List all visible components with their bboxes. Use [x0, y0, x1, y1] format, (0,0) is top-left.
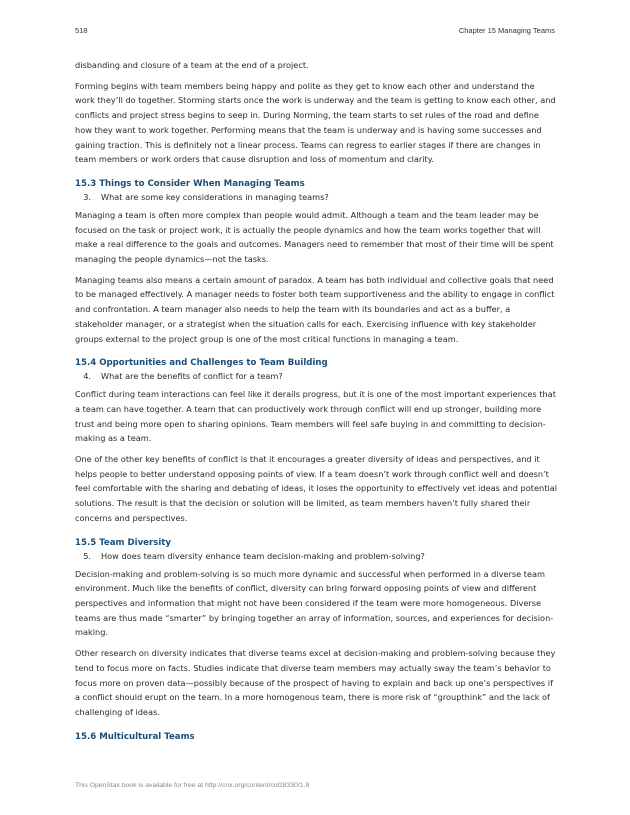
review-question — [75, 370, 557, 383]
section-heading: 15.3 Things to Consider When Managing Teams — [75, 178, 305, 189]
section-heading: 15.6 Multicultural Teams — [75, 731, 195, 742]
page-footer: This OpenStax book is available for free at http://cnx.org/content/col28330/1.8 — [75, 782, 310, 789]
paragraph: disbanding and closure of a team at the end of a project. — [75, 60, 309, 70]
paragraph: Other research on diversity indicates that diverse teams excel at decision-making and problem-solving because they tend to focus more on facts. Studies indicate that diverse team members may actually sway the team’s behavior to focus more on proven data—possibly because of the prospect of having to explain and back up one’s perspectives if a conflict should erupt on the team. In a more homogenous team, there is more risk of “groupthink” and the lack of challenging of ideas. — [75, 648, 556, 717]
question-text: What are some key considerations in managing teams? — [101, 191, 329, 202]
paragraph: Conflict during team interactions can feel like it derails progress, but it is one of the most important experiences that a team can have together. A team that can productively work through conflict will end up stronger, building more trust and being more open to sharing opinions. Team members will feel safe buying in and committing to decision-making as a team. — [75, 389, 556, 444]
question-number: 3. — [83, 191, 91, 202]
paragraph: Managing a team is often more complex than people would admit. Although a team and the team leader may be focused on the task or project work, it is actually the people dynamics and how the team works together that will make a real difference to the goals and outcomes. Managers need to remember that most of their time will be spent managing the people dynamics—not the tasks. — [75, 209, 554, 265]
chapter-title: Chapter 15 Managing Teams — [458, 26, 555, 35]
paragraph: Managing teams also means a certain amount of paradox. A team has both individual and collective goals that need to be managed effectively. A manager needs to foster both team supportiveness and the ability to engage in conflict and confrontation. A team manager also needs to help the team with its boundaries and act as a buffer, a stakeholder manager, or a strategist when the situation calls for each. Exercising influence with key stakeholder groups external to the project group is one of the most critical functions in managing a team. — [75, 274, 555, 344]
paragraph: Forming begins with team members being happy and polite as they get to know each other and understand the work they’ll do together. Storming starts once the work is underway and the team is getting to know each other, and conflicts and project stress begins to seep in. During Norming, the team starts to set rules of the road and define how they want to work together. Performing means that the team is underway and is having some successes and gaining traction. This is definitely not a linear process. Teams can regress to earlier stages if there are changes in team members or work orders that cause disruption and loss of momentum and clarity. — [75, 80, 556, 165]
paragraph: One of the other key benefits of conflict is that it encourages a greater diversity of ideas and perspectives, and it helps people to better understand opposing points of view. If a team doesn’t work through conflict well and doesn’t feel comfortable with the sharing and debating of ideas, it loses the opportunity to effectively vet ideas and potential solutions. The result is that the decision or solution will be limited, as team members haven’t fully shared their concerns and perspectives. — [75, 454, 557, 523]
page-content — [75, 58, 557, 744]
section-heading: 15.4 Opportunities and Challenges to Team Building — [75, 358, 328, 369]
paragraph: Decision-making and problem-solving is so much more dynamic and successful when performed in a diverse team environment. Much like the benefits of conflict, diversity can bring forward opposing points of view and different perspectives and information that might not have been considered if the team were more homogeneous. Diverse teams are thus made “smarter” by bringing together an array of information, sources, and experiences for decision-making. — [75, 568, 554, 638]
question-text: How does team diversity enhance team decision-making and problem-solving? — [101, 550, 425, 561]
question-number: 5. — [83, 550, 91, 561]
review-question — [75, 550, 557, 563]
section-heading: 15.5 Team Diversity — [75, 537, 172, 548]
question-text: What are the benefits of conflict for a team? — [101, 371, 283, 382]
review-question — [75, 191, 557, 204]
question-number: 4. — [83, 371, 91, 382]
page-number: 518 — [75, 26, 88, 35]
